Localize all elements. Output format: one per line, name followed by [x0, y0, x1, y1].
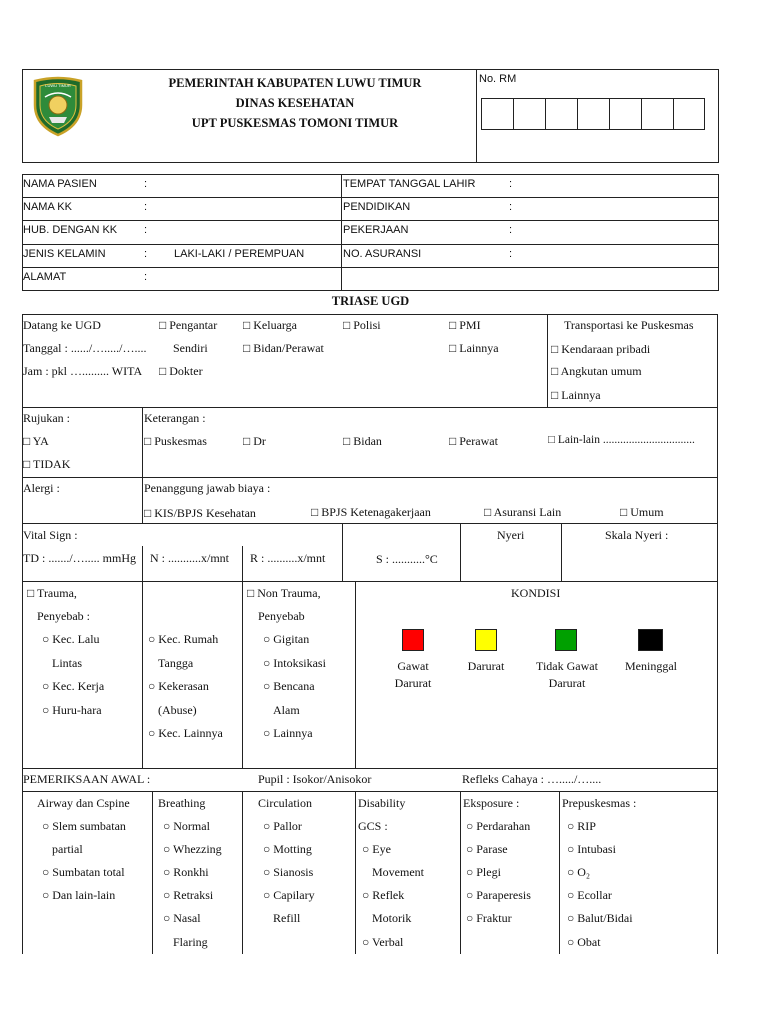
checkbox-polisi[interactable]: □ Polisi	[343, 318, 381, 332]
kondisi-title: KONDISI	[511, 586, 561, 600]
checkbox-umum[interactable]: □ Umum	[620, 505, 664, 519]
radio-intubasi[interactable]: ○ Intubasi	[567, 842, 616, 856]
checkbox-bpjs-tk[interactable]: □ BPJS Ketenagakerjaan	[311, 505, 431, 519]
tanggal-field[interactable]: Tanggal : ....../…...../…....	[23, 341, 147, 355]
radio-nt-lainnya[interactable]: ○ Lainnya	[263, 726, 313, 740]
radio-retraksi[interactable]: ○ Retraksi	[163, 888, 214, 902]
checkbox-kendaraan[interactable]: □ Kendaraan pribadi	[551, 342, 651, 356]
radio-kec-lalu[interactable]: ○ Kec. Lalu	[42, 632, 100, 646]
radio-parase[interactable]: ○ Parase	[466, 842, 508, 856]
r-field[interactable]: R : ..........x/mnt	[250, 551, 326, 565]
radio-slem[interactable]: ○ Slem sumbatan	[42, 819, 126, 833]
alamat-label: ALAMAT	[23, 271, 67, 283]
kondisi-swatch-gawat-darurat[interactable]	[402, 629, 424, 651]
td-field[interactable]: TD : ......./…..... mmHg	[23, 551, 136, 565]
checkbox-tidak[interactable]: □ TIDAK	[23, 457, 71, 471]
checkbox-pmi[interactable]: □ PMI	[449, 318, 481, 332]
radio-bencana[interactable]: ○ Bencana	[263, 679, 315, 693]
radio-fraktur[interactable]: ○ Fraktur	[466, 911, 512, 925]
radio-eye[interactable]: ○ Eye	[362, 842, 391, 856]
refleks-field[interactable]: Refleks Cahaya : …...../…....	[462, 772, 602, 786]
radio-sianosis[interactable]: ○ Sianosis	[263, 865, 314, 879]
no-asuransi-label: NO. ASURANSI	[343, 248, 422, 260]
circulation-title: Circulation	[258, 796, 312, 810]
checkbox-transport-lainnya[interactable]: □ Lainnya	[551, 388, 601, 402]
checkbox-asuransi-lain[interactable]: □ Asuransi Lain	[484, 505, 562, 519]
header-divider	[476, 69, 477, 163]
radio-huru-hara[interactable]: ○ Huru-hara	[42, 703, 102, 717]
radio-plegi[interactable]: ○ Plegi	[466, 865, 501, 879]
kondisi-swatch-tidak-gawat-darurat[interactable]	[555, 629, 577, 651]
radio-reflek[interactable]: ○ Reflek	[362, 888, 405, 902]
nama-pasien-label: NAMA PASIEN	[23, 178, 97, 190]
n-field[interactable]: N : ...........x/mnt	[150, 551, 230, 565]
checkbox-pengantar[interactable]: □ Pengantar	[159, 318, 218, 332]
no-rm-boxes[interactable]	[481, 98, 705, 130]
radio-rip[interactable]: ○ RIP	[567, 819, 596, 833]
radio-verbal[interactable]: ○ Verbal	[362, 935, 404, 949]
checkbox-angkutan[interactable]: □ Angkutan umum	[551, 364, 642, 378]
checkbox-trauma[interactable]: □ Trauma,	[27, 586, 77, 600]
checkbox-perawat[interactable]: □ Perawat	[449, 434, 498, 448]
jenis-kelamin-label: JENIS KELAMIN	[23, 248, 106, 260]
skala-nyeri-label: Skala Nyeri :	[605, 528, 669, 542]
checkbox-lain-lain[interactable]: □ Lain-lain ................................	[548, 434, 695, 446]
nyeri-label: Nyeri	[497, 528, 525, 542]
checkbox-keluarga[interactable]: □ Keluarga	[243, 318, 298, 332]
kondisi-swatch-darurat[interactable]	[475, 629, 497, 651]
radio-dan-lain-lain[interactable]: ○ Dan lain-lain	[42, 888, 116, 902]
checkbox-bidan[interactable]: □ Bidan	[343, 434, 382, 448]
datang-label: Datang ke UGD	[23, 318, 101, 332]
radio-gigitan[interactable]: ○ Gigitan	[263, 632, 310, 646]
radio-paraperesis[interactable]: ○ Paraperesis	[466, 888, 531, 902]
keterangan-label: Keterangan :	[144, 411, 206, 425]
jam-field[interactable]: Jam : pkl …......... WITA	[23, 364, 143, 378]
ttl-label: TEMPAT TANGGAL LAHIR	[343, 178, 476, 190]
radio-kec-rumah[interactable]: ○ Kec. Rumah	[148, 632, 219, 646]
pendidikan-label: PENDIDIKAN	[343, 201, 411, 213]
pemeriksaan-title: PEMERIKSAAN AWAL :	[23, 772, 151, 786]
radio-motting[interactable]: ○ Motting	[263, 842, 312, 856]
radio-kekerasan[interactable]: ○ Kekerasan	[148, 679, 209, 693]
radio-normal[interactable]: ○ Normal	[163, 819, 210, 833]
checkbox-non-trauma[interactable]: □ Non Trauma,	[247, 586, 321, 600]
radio-ecollar[interactable]: ○ Ecollar	[567, 888, 612, 902]
radio-perdarahan[interactable]: ○ Perdarahan	[466, 819, 531, 833]
checkbox-dokter[interactable]: □ Dokter	[159, 364, 203, 378]
radio-kec-lainnya[interactable]: ○ Kec. Lainnya	[148, 726, 223, 740]
breathing-title: Breathing	[158, 796, 206, 810]
penanggung-label: Penanggung jawab biaya :	[144, 481, 271, 495]
prepuskesmas-title: Prepuskesmas :	[562, 796, 637, 810]
radio-sumbatan-total[interactable]: ○ Sumbatan total	[42, 865, 125, 879]
kondisi-swatch-meninggal[interactable]	[638, 629, 663, 651]
checkbox-ya[interactable]: □ YA	[23, 434, 49, 448]
header-line1: PEMERINTAH KABUPATEN LUWU TIMUR	[168, 76, 422, 90]
checkbox-kis[interactable]: □ KIS/BPJS Kesehatan	[144, 506, 256, 520]
airway-title: Airway dan Cspine	[37, 796, 130, 810]
triase-title: TRIASE UGD	[331, 294, 410, 308]
nama-kk-label: NAMA KK	[23, 201, 72, 213]
radio-intoksikasi[interactable]: ○ Intoksikasi	[263, 656, 326, 670]
transport-title: Transportasi ke Puskesmas	[564, 318, 694, 332]
disability-title: Disability	[358, 796, 406, 810]
luwu-timur-emblem-icon	[31, 75, 85, 137]
eksposure-title: Eksposure :	[463, 796, 520, 810]
radio-obat[interactable]: ○ Obat	[567, 935, 601, 949]
header-line3: UPT PUSKESMAS TOMONI TIMUR	[191, 116, 399, 130]
radio-o2[interactable]: ○ O₂	[567, 865, 591, 879]
vital-label: Vital Sign :	[23, 528, 78, 542]
hub-kk-label: HUB. DENGAN KK	[23, 224, 118, 236]
pupil-field[interactable]: Pupil : Isokor/Anisokor	[258, 772, 372, 786]
header-line2: DINAS KESEHATAN	[235, 96, 355, 110]
radio-balut-bidai[interactable]: ○ Balut/Bidai	[567, 911, 633, 925]
radio-ronkhi[interactable]: ○ Ronkhi	[163, 865, 209, 879]
s-field[interactable]: S : ...........°C	[376, 552, 438, 566]
pekerjaan-label: PEKERJAAN	[343, 224, 409, 236]
radio-capilary[interactable]: ○ Capilary	[263, 888, 315, 902]
radio-whezzing[interactable]: ○ Whezzing	[163, 842, 222, 856]
radio-kec-kerja[interactable]: ○ Kec. Kerja	[42, 679, 105, 693]
jenis-kelamin-value[interactable]: LAKI-LAKI / PEREMPUAN	[174, 248, 305, 260]
rujukan-label: Rujukan :	[23, 411, 70, 425]
alergi-label: Alergi :	[23, 481, 60, 495]
checkbox-puskesmas[interactable]: □ Puskesmas	[144, 434, 207, 448]
radio-pallor[interactable]: ○ Pallor	[263, 819, 302, 833]
penyebab-label: Penyebab :	[37, 609, 90, 623]
no-rm-label: No. RM	[479, 73, 517, 85]
checkbox-lainnya[interactable]: □ Lainnya	[449, 341, 499, 355]
checkbox-dr[interactable]: □ Dr	[243, 434, 266, 448]
radio-nasal[interactable]: ○ Nasal	[163, 911, 201, 925]
gcs-label: GCS :	[358, 819, 388, 833]
pengantar-sendiri-label: Sendiri	[173, 341, 208, 355]
logo-text: LUWU TIMUR	[45, 83, 71, 88]
checkbox-bidan-perawat[interactable]: □ Bidan/Perawat	[243, 341, 324, 355]
